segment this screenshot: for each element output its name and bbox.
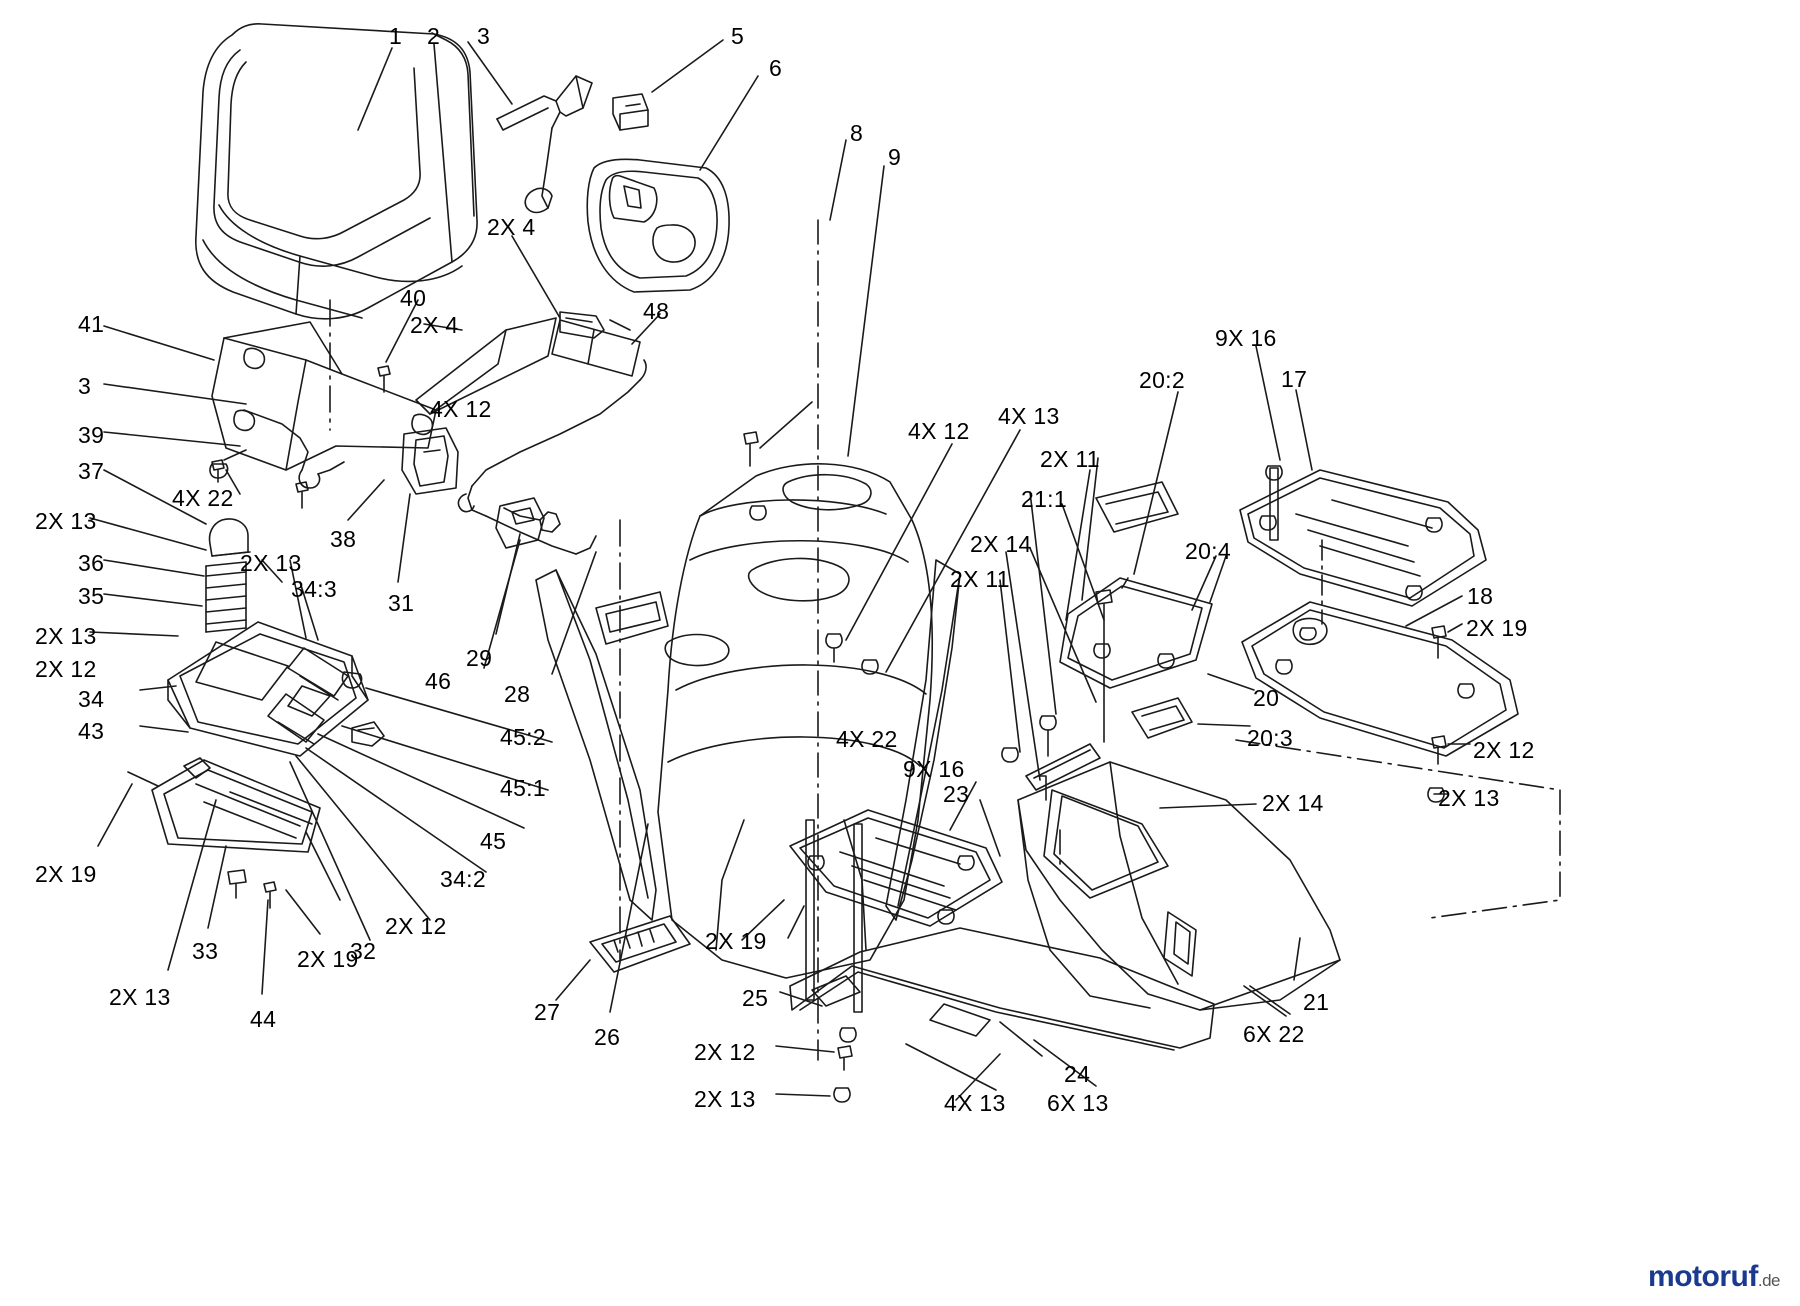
callout-label: 45 <box>480 828 507 854</box>
callout-label: 4X 12 <box>908 418 970 444</box>
part-badge-27 <box>590 916 690 972</box>
callout-label: 8 <box>850 120 864 146</box>
part-lever-rod <box>497 76 592 213</box>
part-left-skirt <box>536 570 656 920</box>
callout-label: 18 <box>1467 583 1494 609</box>
watermark-suffix: .de <box>1757 1271 1780 1290</box>
callout-label: 24 <box>1064 1061 1091 1087</box>
callout-label: 1 <box>389 23 403 49</box>
callout-label: 2X 19 <box>705 928 767 954</box>
callout-label: 44 <box>250 1006 277 1032</box>
callout-label: 45:2 <box>500 724 546 750</box>
callout-label: 4X 22 <box>172 485 234 511</box>
part-bolt-19-right <box>1432 626 1446 658</box>
callout-label: 40 <box>400 285 427 311</box>
callout-label: 38 <box>330 526 357 552</box>
part-plate-20-3 <box>1132 698 1192 738</box>
callout-label: 2X 13 <box>694 1086 756 1112</box>
part-seat <box>196 24 477 319</box>
callout-label: 6X 22 <box>1243 1021 1305 1047</box>
callout-label: 3 <box>477 23 491 49</box>
callout-label: 34:3 <box>291 576 337 602</box>
part-pins-19 <box>806 820 862 1012</box>
callout-label: 2X 11 <box>1040 446 1100 472</box>
part-bolts-bottom <box>834 1046 852 1102</box>
callout-label: 2X 13 <box>35 508 97 534</box>
callout-label: 2X 13 <box>109 984 171 1010</box>
part-gasket-21-1 <box>1026 590 1112 790</box>
callout-label: 2X 11 <box>950 566 1010 592</box>
callout-label: 2X 13 <box>1438 785 1500 811</box>
part-linkage-45 <box>268 648 362 744</box>
watermark-brand: motoruf <box>1648 1260 1758 1293</box>
callout-label: 36 <box>78 550 105 576</box>
callout-label: 29 <box>466 645 493 671</box>
callout-label: 45:1 <box>500 775 546 801</box>
callout-label: 2X 19 <box>35 861 97 887</box>
part-bracket-31 <box>402 428 458 494</box>
callout-label: 20:2 <box>1139 367 1185 393</box>
part-fender-body <box>596 464 932 978</box>
watermark <box>1648 1260 1780 1294</box>
callout-label: 2 <box>427 23 441 49</box>
callout-label: 2X 14 <box>970 531 1032 557</box>
callout-label: 4X 13 <box>944 1090 1006 1116</box>
part-connector <box>613 94 648 130</box>
callout-label: 2X 13 <box>35 623 97 649</box>
callout-label: 35 <box>78 583 105 609</box>
callout-label: 48 <box>643 298 670 324</box>
callout-label: 2X 19 <box>1466 615 1528 641</box>
callout-label: 33 <box>192 938 219 964</box>
callout-label: 31 <box>388 590 415 616</box>
callout-label: 20:3 <box>1247 725 1293 751</box>
callout-label: 2X 12 <box>385 913 447 939</box>
callout-label: 2X 14 <box>1262 790 1324 816</box>
part-bolts-44 <box>228 870 276 908</box>
callout-label: 3 <box>78 373 92 399</box>
part-console <box>587 159 729 292</box>
part-footrest-23 <box>790 810 1002 926</box>
callout-label: 41 <box>78 311 105 337</box>
callout-label: 2X 12 <box>1473 737 1535 763</box>
callout-label: 46 <box>425 668 452 694</box>
callout-label: 6 <box>769 55 783 81</box>
callout-label: 25 <box>742 985 769 1011</box>
callout-label: 2X 13 <box>240 550 302 576</box>
callout-label: 2X 4 <box>410 312 459 338</box>
callout-label: 37 <box>78 458 105 484</box>
callout-label: 43 <box>78 718 105 744</box>
callout-label: 23 <box>943 781 970 807</box>
callout-label: 4X 13 <box>998 403 1060 429</box>
callout-label: 2X 19 <box>297 946 359 972</box>
part-wiring-harness <box>458 360 646 554</box>
callout-label: 4X 12 <box>430 396 492 422</box>
callout-label: 2X 12 <box>694 1039 756 1065</box>
callout-label: 4X 22 <box>836 726 898 752</box>
callout-label: 26 <box>594 1024 621 1050</box>
part-cover-17 <box>1240 470 1486 606</box>
callout-label: 2X 12 <box>35 656 97 682</box>
callout-label: 21:1 <box>1021 486 1067 512</box>
callout-label: 34:2 <box>440 866 486 892</box>
callout-label: 39 <box>78 422 105 448</box>
callout-label: 20:4 <box>1185 538 1231 564</box>
callout-label: 9 <box>888 144 902 170</box>
callout-label: 17 <box>1281 366 1308 392</box>
callout-label: 21 <box>1303 989 1330 1015</box>
callout-label: 32 <box>350 938 377 964</box>
callout-label: 9X 16 <box>1215 325 1277 351</box>
callout-label: 27 <box>534 999 561 1025</box>
callout-label: 9X 16 <box>903 756 965 782</box>
callout-label: 20 <box>1253 685 1280 711</box>
callout-label: 28 <box>504 681 531 707</box>
callout-label: 6X 13 <box>1047 1090 1109 1116</box>
callout-label: 34 <box>78 686 105 712</box>
part-seat-plate <box>212 322 436 470</box>
callout-label: 5 <box>731 23 745 49</box>
callout-label: 2X 4 <box>487 214 536 240</box>
part-hinge <box>560 312 604 338</box>
part-pad-20-2 <box>1096 482 1178 532</box>
